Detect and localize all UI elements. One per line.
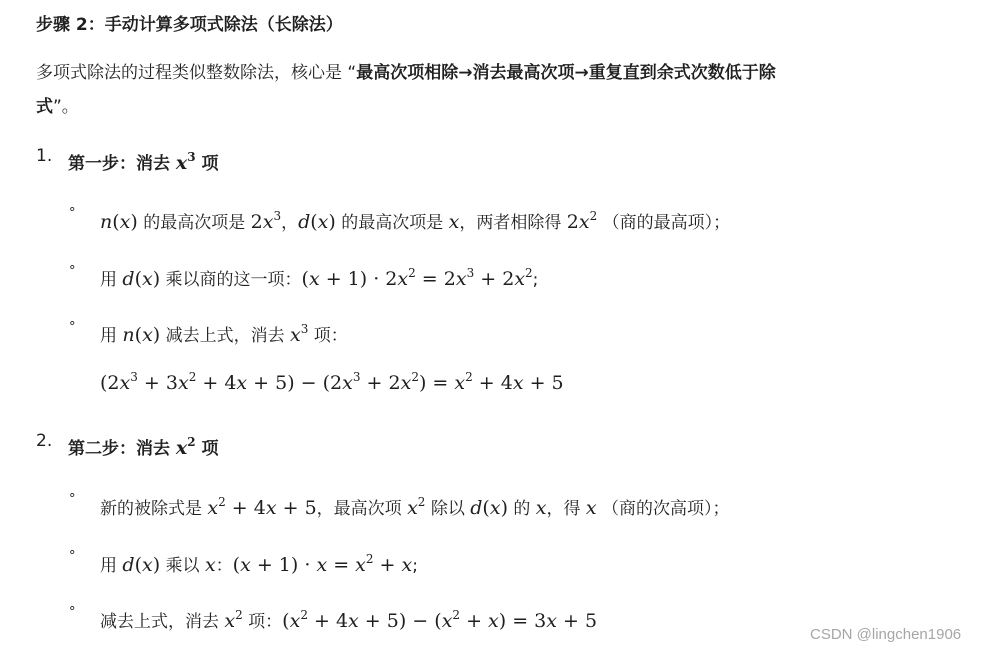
list-item: 用 d(x) 乘以 x：$(x + 1) \cdot x = x^2 + x$;	[100, 552, 418, 576]
list-item: 用 d(x) 乘以商的这一项：$(x + 1) \cdot 2x^2 = 2x^3 + 2x^2$;	[100, 266, 539, 290]
intro-line-2	[36, 92, 79, 117]
intro-bold-text-end: 式	[36, 97, 53, 117]
step-title: 第一步：消去 $x^3$ 项	[68, 150, 219, 174]
bullet-icon: °	[69, 264, 76, 279]
watermark: CSDN @lingchen1906	[810, 626, 962, 643]
list-item: 减去上式，消去 $x^2$ 项：$(x^2 + 4x + 5) - (x^2 + x) = 3x + 5$	[100, 608, 598, 632]
intro-prefix: 多项式除法的过程类似整数除法，核心是 “	[36, 63, 357, 83]
bullet-icon: °	[69, 206, 76, 221]
intro-bold-text: 最高次项相除→消去最高次项→重复直到余式次数低于除	[356, 63, 776, 83]
bullet-icon: °	[69, 605, 76, 620]
list-item: 新的被除式是 $x^2 + 4x + 5$，最高次项 $x^2$ 除以 d(x) 的 x，得 x （商的次高项）；	[100, 495, 730, 519]
equation: $(2x^3 + 3x^2 + 4x + 5) - (2x^3 + 2x^2) = x^2 + 4x + 5$	[100, 370, 564, 394]
list-item: 用 n(x) 减去上式，消去 $x^3$ 项：	[100, 322, 348, 346]
bullet-icon: °	[69, 549, 76, 564]
bullet-icon: °	[69, 492, 76, 507]
list-item: n(x) 的最高次项是 $2x^3$，d(x) 的最高次项是 x，两者相除得 $2x^2$ （商的最高项）；	[100, 209, 731, 233]
step-heading: 步骤 2：手动计算多项式除法（长除法）	[36, 15, 343, 35]
step-number: 2.	[36, 431, 53, 451]
intro-line-1	[36, 58, 776, 83]
math-inline: $x^3$	[175, 150, 196, 174]
intro-suffix: ”。	[53, 97, 79, 117]
step-number: 1.	[36, 146, 53, 166]
step-title: 第二步：消去 $x^2$ 项	[68, 435, 219, 459]
bullet-icon: °	[69, 320, 76, 335]
math-inline: $x^2$	[175, 435, 196, 459]
